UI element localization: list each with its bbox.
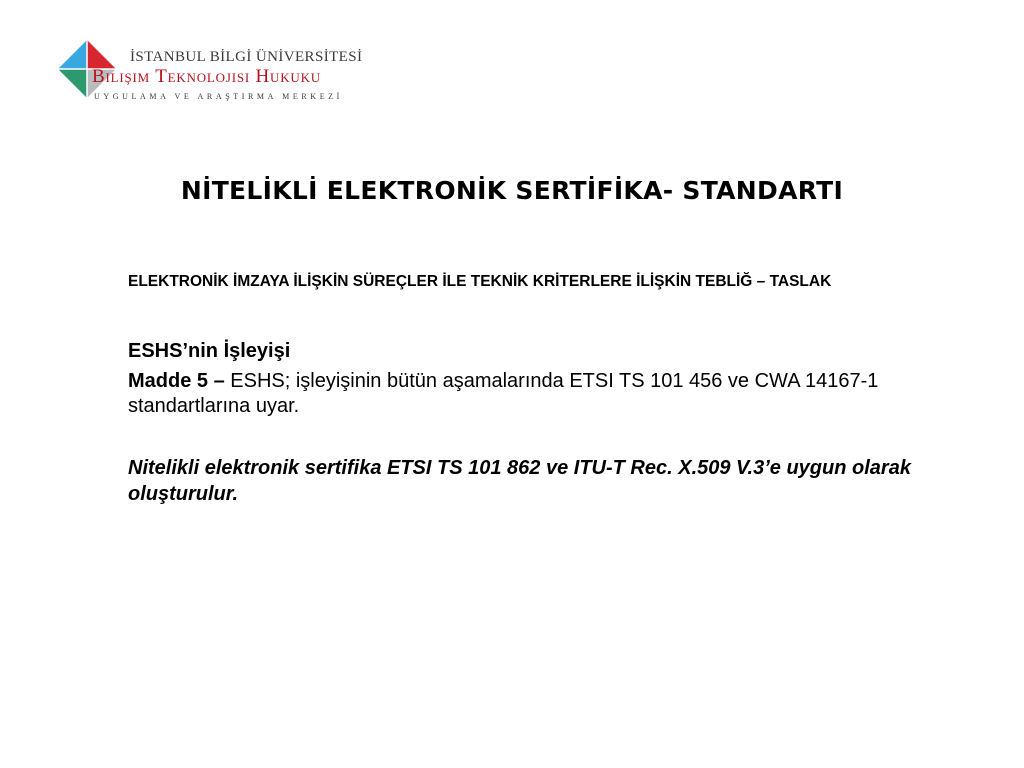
slide-title: NİTELİKLİ ELEKTRONİK SERTİFİKA- STANDARTI (180, 176, 844, 205)
article-text: ESHS; işleyişinin bütün aşamalarında ETSI TS 101 456 ve CWA 14167-1 standartlarına uyar. (128, 370, 879, 417)
logo-red-segment (87, 40, 116, 69)
logo-green-segment (58, 69, 87, 98)
standard-note: Nitelikli elektronik sertifika ETSI TS 101 862 ve ITU-T Rec. X.509 V.3’e uygun olarak oluşturulur. (128, 457, 911, 505)
logo-blue-segment (58, 40, 87, 69)
slide-body (128, 273, 918, 505)
section-heading: ESHS’nin İşleyişi (128, 340, 291, 362)
logo-university-name: İSTANBUL BİLGİ ÜNİVERSİTESİ (130, 49, 363, 65)
article-paragraph (128, 369, 908, 419)
article-label: Madde 5 – (128, 370, 225, 392)
institution-logo (58, 40, 378, 104)
logo-subtitle: UYGULAMA VE ARAŞTIRMA MERKEZİ (94, 92, 343, 101)
logo-center-name: Bilişim Teknolojisi Hukuku (92, 66, 321, 87)
regulation-title: ELEKTRONİK İMZAYA İLİŞKİN SÜREÇLER İLE TEKNİK KRİTERLERE İLİŞKİN TEBLİĞ – TASLAK (128, 273, 832, 290)
